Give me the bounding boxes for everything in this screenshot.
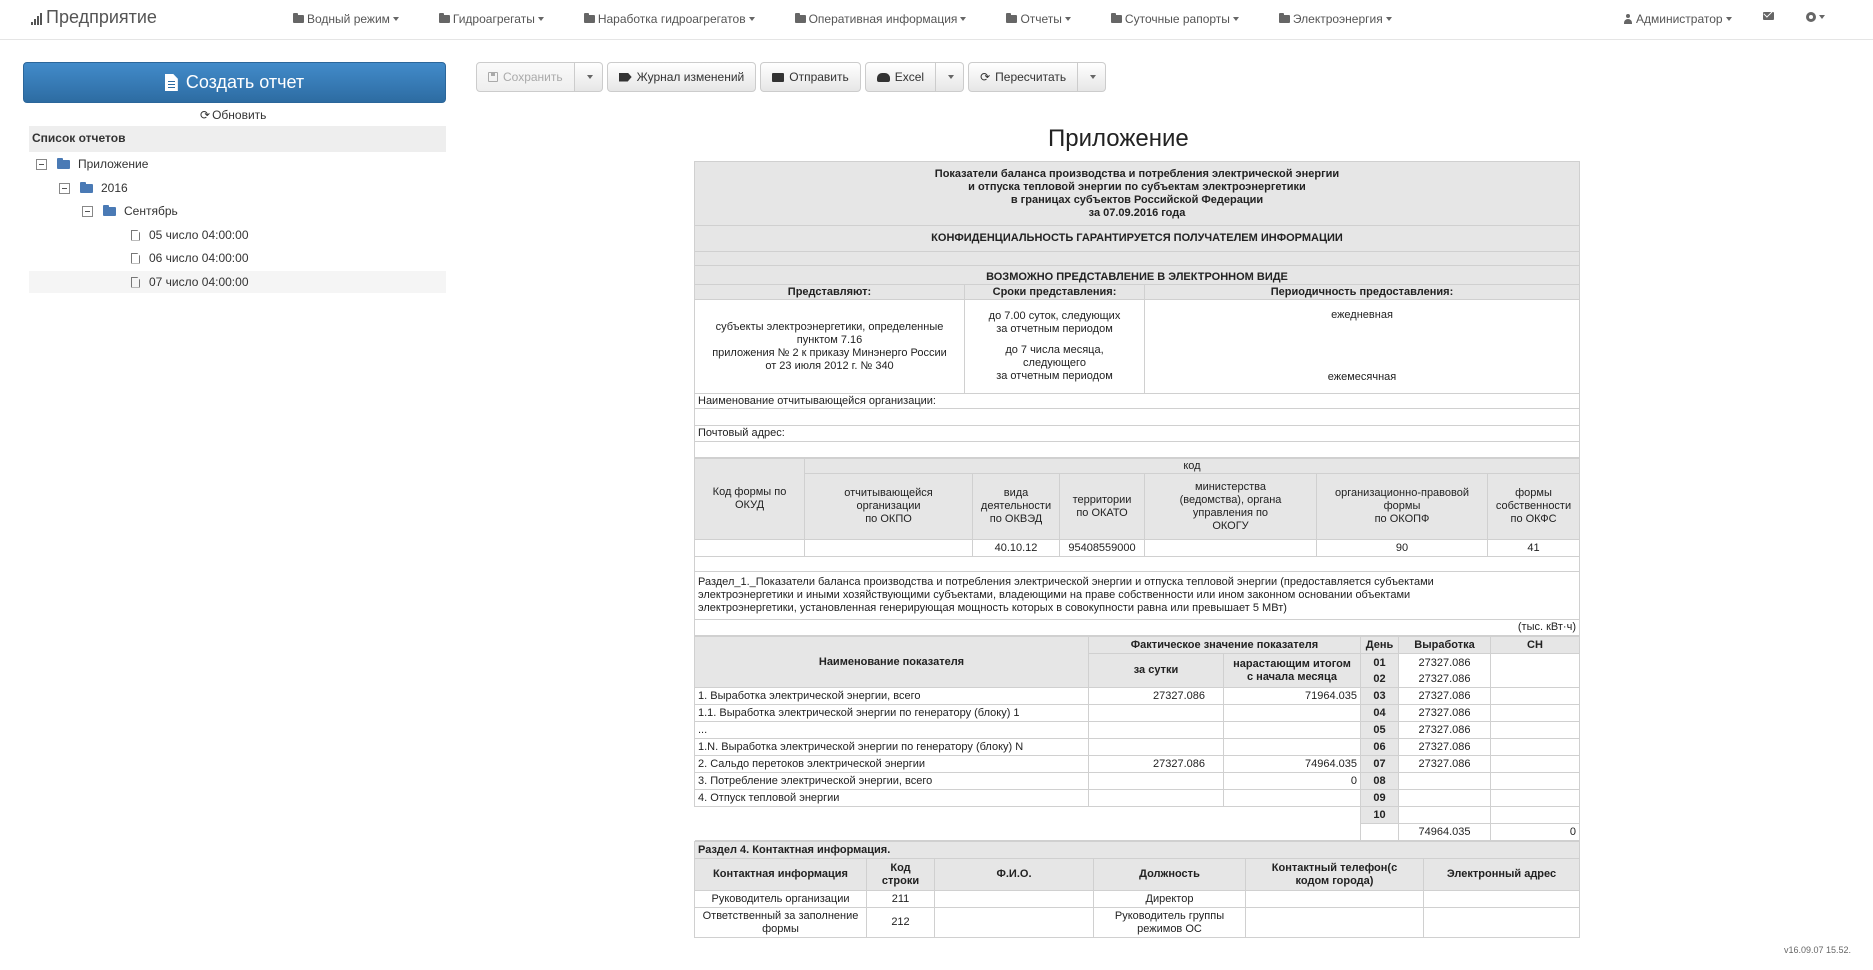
- contact-fio: [935, 908, 1094, 938]
- menu-label: Водный режим: [307, 12, 390, 26]
- day-number: 09: [1361, 790, 1399, 807]
- sn-cell: [1491, 654, 1580, 688]
- blank-cell: [695, 824, 1361, 841]
- table-row: [695, 908, 1580, 938]
- caret-down-icon: [393, 17, 399, 21]
- okud-header: Код формы по ОКУД: [695, 459, 805, 540]
- day-number: 02: [1373, 673, 1386, 685]
- text-line: Руководитель группы: [1114, 909, 1225, 922]
- sn-cell: [1491, 790, 1580, 807]
- day-number: 08: [1361, 773, 1399, 790]
- menu-label: Суточные рапорты: [1124, 12, 1230, 26]
- total-sn: 0: [1491, 824, 1580, 841]
- text-line: управления по: [1192, 506, 1269, 519]
- contact-phone: [1246, 891, 1424, 908]
- report-list-header: Список отчетов: [29, 126, 446, 152]
- text-line: собственности: [1495, 500, 1572, 512]
- menu-daily-reports[interactable]: [1111, 12, 1239, 26]
- okato-value: 95408559000: [1060, 540, 1145, 557]
- brand[interactable]: [31, 7, 157, 28]
- table-row: [695, 705, 1580, 722]
- text-line: (ведомства), органа: [1179, 493, 1282, 506]
- text-line: ежемесячная: [1327, 371, 1397, 383]
- indicator-day-value: [1089, 705, 1224, 722]
- contact-position: [1094, 908, 1246, 938]
- user-menu[interactable]: [1623, 12, 1732, 26]
- okpo-value: [805, 540, 973, 557]
- period-text: [1145, 300, 1580, 394]
- day-number: 03: [1361, 688, 1399, 705]
- text-line: по ОКОПФ: [1374, 513, 1430, 525]
- contact-fio: [935, 891, 1094, 908]
- day-number: 01: [1373, 657, 1386, 669]
- report-sheet: [694, 161, 1580, 938]
- excel-button[interactable]: [865, 62, 936, 92]
- text-line: до 7 числа месяца,: [1005, 344, 1104, 356]
- indicator-name: 1.1. Выработка электрической энергии по генератору (блоку) 1: [695, 705, 1089, 722]
- confidential-notice: КОНФИДЕНЦИАЛЬНОСТЬ ГАРАНТИРУЕТСЯ ПОЛУЧАТЕЛЕМ ИНФОРМАЦИИ: [695, 226, 1580, 252]
- text-line: деятельности: [980, 500, 1052, 512]
- okopf-header: [1317, 474, 1488, 540]
- caret-down-icon: [1065, 17, 1071, 21]
- menu-label: Наработка гидроагрегатов: [597, 12, 746, 26]
- indicator-day-value: 27327.086: [1089, 688, 1224, 705]
- output-value: 27327.086: [1399, 756, 1491, 773]
- excel-dropdown-toggle[interactable]: [936, 62, 964, 92]
- excel-label: Excel: [894, 70, 925, 84]
- journal-label: Журнал изменений: [636, 70, 745, 84]
- journal-group: [607, 62, 757, 92]
- tree-node-label: Приложение: [78, 157, 149, 171]
- report-title: Приложение: [1048, 125, 1189, 152]
- text-line: нарастающим итогом: [1233, 657, 1351, 670]
- table-row: [695, 739, 1580, 756]
- folder-icon: [293, 15, 304, 23]
- text-line: по ОКАТО: [1076, 506, 1128, 519]
- indicators-table: [694, 636, 1580, 841]
- menu-operational-info[interactable]: [795, 12, 967, 26]
- text-line: по ОКПО: [865, 513, 912, 525]
- tree-node-root[interactable]: [36, 153, 446, 175]
- contact-phone-header: [1246, 859, 1424, 891]
- org-name-value: [695, 409, 1580, 426]
- brand-name: Предприятие: [46, 7, 157, 27]
- postal-value: [695, 442, 1580, 458]
- save-dropdown-toggle[interactable]: [575, 62, 603, 92]
- text-line: приложения № 2 к приказу Минэнерго России: [712, 346, 947, 359]
- user-icon: [1623, 14, 1633, 24]
- text-line: ОКОГУ: [1212, 519, 1249, 532]
- refresh-link[interactable]: [200, 108, 266, 122]
- text-line: ежедневная: [1331, 309, 1393, 321]
- report-toolbar: [476, 62, 1106, 92]
- okved-header: [973, 474, 1060, 540]
- contact-fio-header: Ф.И.О.: [935, 859, 1094, 891]
- total-output: 74964.035: [1399, 824, 1491, 841]
- sn-cell: [1491, 756, 1580, 773]
- day-number: 05: [1361, 722, 1399, 739]
- top-navbar: [0, 0, 1873, 40]
- spacer-row: [695, 557, 1580, 572]
- text-line: электроэнергетики, установленная генерирующая мощность которых в совокупности равна или превышает 5 МВт): [698, 602, 1287, 614]
- okogu-header: [1145, 474, 1317, 540]
- totals-row: [695, 824, 1580, 841]
- okud-value: [695, 540, 805, 557]
- recalc-dropdown-toggle[interactable]: [1078, 62, 1106, 92]
- okato-header: [1060, 474, 1145, 540]
- floppy-icon: [488, 72, 498, 82]
- text-line: Раздел_1._Показатели баланса производства и потребления электрической энергии и отпуска тепловой энергии (предоставляется субъектами: [698, 576, 1434, 588]
- report-heading: [695, 162, 1580, 226]
- table-row: [695, 891, 1580, 908]
- day-number: 06: [1361, 739, 1399, 756]
- refresh-label: Обновить: [212, 108, 267, 122]
- tree-file-07[interactable]: [29, 271, 446, 293]
- caret-down-icon: [1726, 17, 1732, 21]
- heading-line: в границах субъектов Российской Федерации: [1010, 193, 1264, 206]
- recalc-group: [968, 62, 1106, 92]
- output-value: 27327.086: [1399, 705, 1491, 722]
- col-period: Периодичность предоставления:: [1145, 285, 1580, 300]
- col-terms: Сроки представления:: [965, 285, 1145, 300]
- fact-header: Фактическое значение показателя: [1089, 637, 1361, 654]
- signal-icon: [31, 11, 42, 25]
- indicator-day-value: [1089, 739, 1224, 756]
- send-button[interactable]: [760, 62, 861, 92]
- codes-table: [694, 458, 1580, 636]
- indicator-cum-value: 74964.035: [1224, 756, 1361, 773]
- cloud-download-icon: [877, 73, 890, 82]
- cumulative-header: [1224, 654, 1361, 688]
- contact-phone: [1246, 908, 1424, 938]
- contact-code-header: [867, 859, 935, 891]
- indicator-cum-value: 0: [1224, 773, 1361, 790]
- tree-file-label: 05 число 04:00:00: [149, 228, 249, 242]
- contact-position: Директор: [1094, 891, 1246, 908]
- postal-label: Почтовый адрес:: [695, 426, 1580, 442]
- recalc-label: Пересчитать: [995, 70, 1067, 84]
- day-cell: [1361, 654, 1399, 688]
- version-label: v16.09.07 15.52.: [1784, 945, 1852, 955]
- section4-title: Раздел 4. Контактная информация.: [695, 842, 1580, 859]
- indicator-day-value: [1089, 790, 1224, 807]
- output-value: 27327.086: [1418, 657, 1471, 669]
- heading-line: за 07.09.2016 года: [1088, 206, 1186, 219]
- file-icon: [131, 253, 140, 264]
- text-line: Код: [890, 861, 911, 874]
- table-row: [695, 722, 1580, 739]
- indicator-name: 2. Сальдо перетоков электрической энергии: [695, 756, 1089, 773]
- indicator-cum-value: [1224, 722, 1361, 739]
- indicator-day-value: [1089, 722, 1224, 739]
- indicator-name: 1. Выработка электрической энергии, всего: [695, 688, 1089, 705]
- caret-down-icon: [1233, 17, 1239, 21]
- electronic-notice: ВОЗМОЖНО ПРЕДСТАВЛЕНИЕ В ЭЛЕКТРОННОМ ВИДЕ: [695, 266, 1580, 285]
- output-value: 27327.086: [1399, 739, 1491, 756]
- contact-info: Руководитель организации: [695, 891, 867, 908]
- contact-email-header: Электронный адрес: [1424, 859, 1580, 891]
- caret-down-icon: [948, 75, 954, 79]
- output-cell: [1399, 654, 1491, 688]
- gear-icon: [1806, 12, 1816, 22]
- tree-node-label: 2016: [101, 181, 128, 195]
- sn-cell: [1491, 688, 1580, 705]
- code-header: код: [805, 459, 1580, 474]
- tree-node-label: Сентябрь: [124, 204, 178, 218]
- menu-electricity[interactable]: [1279, 12, 1392, 26]
- spacer-row: [695, 252, 1580, 266]
- caret-down-icon: [960, 17, 966, 21]
- indicator-name: 1.N. Выработка электрической энергии по генератору (блоку) N: [695, 739, 1089, 756]
- text-line: министерства: [1195, 480, 1266, 493]
- text-line: отчитывающейся: [844, 487, 933, 499]
- menu-hydro-runtime[interactable]: [584, 12, 755, 26]
- save-label: Сохранить: [503, 70, 563, 84]
- output-value: [1399, 790, 1491, 807]
- heading-line: Показатели баланса производства и потребления электрической энергии: [934, 167, 1340, 180]
- output-value: 27327.086: [1399, 722, 1491, 739]
- okpo-header: [805, 474, 973, 540]
- table-row: [695, 688, 1580, 705]
- file-icon: [131, 230, 140, 241]
- text-line: следующего: [1023, 357, 1086, 369]
- table-row: [695, 773, 1580, 790]
- folder-icon: [1111, 15, 1122, 23]
- okfs-header: [1488, 474, 1580, 540]
- indicator-cum-value: [1224, 790, 1361, 807]
- menu-hydro-units[interactable]: [439, 12, 544, 26]
- text-line: по ОКФС: [1510, 513, 1557, 525]
- day-header: День: [1361, 637, 1399, 654]
- indicator-name: ...: [695, 722, 1089, 739]
- file-icon: [131, 277, 140, 288]
- units-label: (тыс. кВт·ч): [695, 620, 1580, 636]
- messages-button[interactable]: [1763, 12, 1774, 20]
- present-text: [695, 300, 965, 394]
- menu-label: Электроэнергия: [1292, 12, 1383, 26]
- text-line: организации: [856, 500, 921, 512]
- text-line: от 23 июля 2012 г. № 340: [765, 359, 894, 372]
- indicator-cum-value: [1224, 705, 1361, 722]
- day-number: 04: [1361, 705, 1399, 722]
- contact-code: 211: [867, 891, 935, 908]
- caret-down-icon: [1090, 75, 1096, 79]
- text-line: Контактный телефон(с: [1271, 861, 1398, 874]
- text-line: с начала месяца: [1247, 670, 1337, 683]
- tags-icon: [619, 73, 632, 82]
- refresh-icon: ⟳: [200, 108, 211, 122]
- text-line: за отчетным периодом: [996, 323, 1113, 335]
- okved-value: 40.10.12: [973, 540, 1060, 557]
- text-line: до 7.00 суток, следующих: [988, 310, 1121, 322]
- collapse-icon[interactable]: [82, 206, 93, 217]
- text-line: субъекты электроэнергетики, определенные пунктом 7.16: [715, 320, 944, 346]
- refresh-icon: ⟳: [980, 70, 991, 84]
- sn-cell: [1491, 773, 1580, 790]
- send-label: Отправить: [789, 70, 849, 84]
- table-row: [695, 807, 1580, 824]
- main-menu: [293, 12, 1392, 26]
- folder-icon: [1006, 15, 1017, 23]
- text-line: формы: [1515, 487, 1552, 499]
- indicator-name-header: Наименование показателя: [695, 637, 1089, 688]
- contact-info-header: Контактная информация: [695, 859, 867, 891]
- sn-cell: [1491, 705, 1580, 722]
- folder-icon: [103, 207, 116, 216]
- text-line: режимов ОС: [1137, 922, 1202, 935]
- day-number: 10: [1361, 807, 1399, 824]
- caret-down-icon: [1819, 15, 1825, 19]
- text-line: территории: [1072, 493, 1132, 506]
- total-day-cell: [1361, 824, 1399, 841]
- caret-down-icon: [587, 75, 593, 79]
- table-row: [695, 756, 1580, 773]
- tree-node-month[interactable]: [82, 200, 446, 222]
- caret-down-icon: [1386, 17, 1392, 21]
- caret-down-icon: [538, 17, 544, 21]
- folder-icon: [584, 15, 595, 23]
- folder-icon: [1279, 15, 1290, 23]
- sn-header: СН: [1491, 637, 1580, 654]
- text-line: организационно-правовой: [1334, 487, 1469, 499]
- output-value: [1399, 773, 1491, 790]
- save-button[interactable]: [476, 62, 575, 92]
- report-header-table: [694, 161, 1580, 458]
- envelope-icon: [772, 73, 784, 82]
- menu-label: Отчеты: [1020, 12, 1062, 26]
- contact-info: Ответственный за заполнение формы: [695, 908, 867, 938]
- indicator-day-value: [1089, 773, 1224, 790]
- heading-line: и отпуска тепловой энергии по субъектам электроэнергетики: [968, 180, 1306, 193]
- sn-cell: [1491, 807, 1580, 824]
- tree-file-05[interactable]: [131, 224, 446, 246]
- collapse-icon[interactable]: [36, 159, 47, 170]
- contacts-table: [694, 841, 1580, 938]
- indicator-day-value: 27327.086: [1089, 756, 1224, 773]
- collapse-icon[interactable]: [59, 183, 70, 194]
- envelope-icon: [1763, 12, 1774, 20]
- tree-file-label: 07 число 04:00:00: [149, 275, 249, 289]
- contact-email: [1424, 891, 1580, 908]
- contact-email: [1424, 908, 1580, 938]
- folder-icon: [57, 160, 70, 169]
- per-day-header: за сутки: [1089, 654, 1224, 688]
- indicator-name: 3. Потребление электрической энергии, всего: [695, 773, 1089, 790]
- text-line: электроэнергетики и иными хозяйствующими субъектами, владеющими на праве собственности или ином законном основании объектами: [698, 589, 1411, 601]
- menu-label: Гидроагрегаты: [452, 12, 535, 26]
- sn-cell: [1491, 739, 1580, 756]
- caret-down-icon: [749, 17, 755, 21]
- change-journal-button[interactable]: [607, 62, 757, 92]
- okogu-value: [1145, 540, 1317, 557]
- terms-text: [965, 300, 1145, 394]
- text-line: за отчетным периодом: [996, 370, 1113, 382]
- folder-icon: [795, 15, 806, 23]
- create-report-button[interactable]: [23, 62, 446, 103]
- table-row: [695, 790, 1580, 807]
- tree-file-06[interactable]: [131, 247, 446, 269]
- recalculate-button[interactable]: [968, 62, 1078, 92]
- text-line: строки: [881, 874, 920, 887]
- menu-water-regime[interactable]: [293, 12, 399, 26]
- send-group: [760, 62, 861, 92]
- contact-position-header: Должность: [1094, 859, 1246, 891]
- section1-description: [695, 572, 1580, 620]
- okopf-value: 90: [1317, 540, 1488, 557]
- text-line: кодом города): [1295, 874, 1374, 887]
- text-line: вида: [1003, 487, 1029, 499]
- document-icon: [165, 74, 178, 91]
- save-group: [476, 62, 603, 92]
- day-number: 07: [1361, 756, 1399, 773]
- output-value: [1399, 807, 1491, 824]
- blank-cell: [695, 807, 1361, 824]
- folder-icon: [80, 184, 93, 193]
- settings-menu[interactable]: [1806, 12, 1825, 22]
- folder-icon: [439, 15, 450, 23]
- col-present: Представляют:: [695, 285, 965, 300]
- create-report-label: Создать отчет: [185, 72, 305, 92]
- indicator-cum-value: 71964.035: [1224, 688, 1361, 705]
- indicator-name: 4. Отпуск тепловой энергии: [695, 790, 1089, 807]
- excel-group: [865, 62, 964, 92]
- tree-node-year[interactable]: [59, 177, 446, 199]
- menu-reports[interactable]: [1006, 12, 1070, 26]
- okfs-value: 41: [1488, 540, 1580, 557]
- menu-label: Оперативная информация: [808, 12, 958, 26]
- output-value: 27327.086: [1399, 688, 1491, 705]
- text-line: формы: [1383, 500, 1421, 512]
- user-name: Администратор: [1636, 12, 1723, 26]
- indicator-cum-value: [1224, 739, 1361, 756]
- output-header: Выработка: [1399, 637, 1491, 654]
- output-value: 27327.086: [1418, 673, 1471, 685]
- contact-code: 212: [867, 908, 935, 938]
- org-name-label: Наименование отчитывающейся организации:: [695, 394, 1580, 409]
- sn-cell: [1491, 722, 1580, 739]
- text-line: по ОКВЭД: [989, 513, 1043, 525]
- tree-file-label: 06 число 04:00:00: [149, 251, 249, 265]
